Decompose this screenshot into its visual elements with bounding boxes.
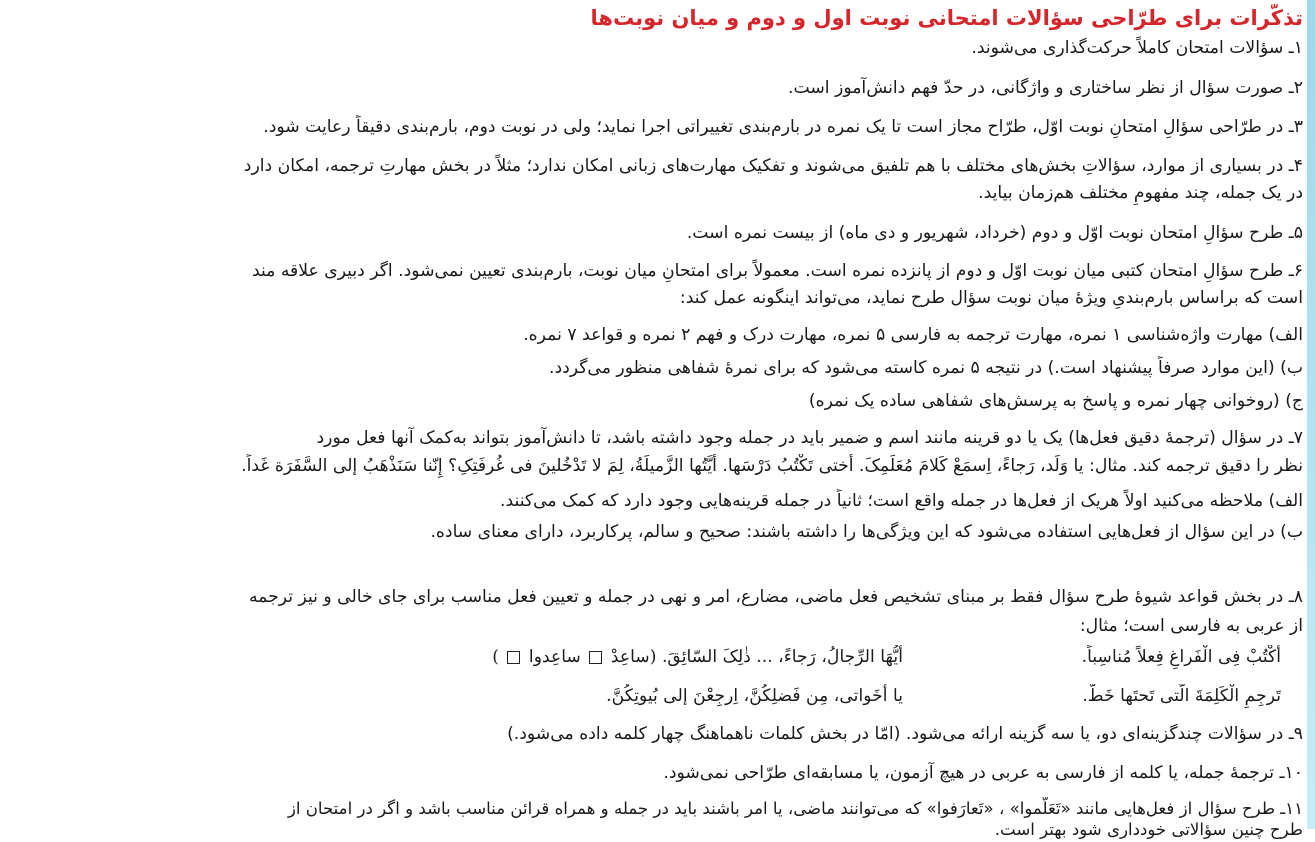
item-6-sub-b: ب) (این موارد صرفاً پیشنهاد است.) در نتیجه ۵ نمره کاسته می‌شود که برای نمرهٔ شفاهی منظور می‌گردد.	[549, 358, 1303, 378]
item-7-sub-b: ب) در این سؤال از فعل‌هایی استفاده می‌شود که این ویژگی‌ها را داشته باشند: صحیح و سالم، پرکاربرد، دارای معنای ساده.	[430, 522, 1303, 542]
example-1-sentence	[492, 645, 903, 669]
example-2-sentence: یا أَخَواتی، مِن فَضلِکُنَّ، اِرجِعْنَ إلی بُیوتِکُنَّ.	[606, 686, 903, 706]
example-1-option-2: ساعِدوا	[528, 647, 581, 667]
example-1-text: أَیُّهَا الرِّجالُ، رَجاءً، ... ذٰلِکَ السّائِقَ. (ساعِدْ	[610, 647, 903, 667]
checkbox-option-2[interactable]	[507, 651, 520, 664]
item-2-line-1: ۲ـ صورت سؤال از نظر ساختاری و واژگانی، در حدّ فهم دانش‌آموز است.	[788, 78, 1303, 98]
example-1-close: )	[492, 647, 499, 667]
decorative-edge-bar	[1307, 0, 1315, 829]
example-1-instruction: أُکْتُبْ فِی الْفَراغِ فِعلاً مُناسِباً.	[1081, 647, 1281, 667]
item-4-line-2: در یک جمله، چند مفهومِ مختلف هم‌زمان بیاید.	[978, 183, 1303, 203]
item-8-line-2: از عربی به فارسی است؛ مثال:	[1079, 616, 1303, 636]
item-6-sub-c: ج) (روخوانی چهار نمره و پاسخ به پرسش‌های شفاهی ساده یک نمره)	[808, 391, 1303, 411]
item-9-line-1: ۹ـ در سؤالات چندگزینه‌ای دو، یا سه گزینه ارائه می‌شود. (امّا در بخش کلمات ناهماهنگ چهار کلمه داده می‌شود.)	[507, 724, 1303, 744]
item-10-line-1: ۱۰ـ ترجمهٔ جمله، یا کلمه از فارسی به عربی در هیچ آزمون، یا مسابقه‌ای طرّاحی نمی‌شود.	[663, 763, 1303, 783]
item-7-line-1: ۷ـ در سؤال (ترجمهٔ دقیق فعل‌ها) یک یا دو قرینه مانند اسم و ضمیر باید در جمله وجود داشته باشد، تا دانش‌آموز بتواند به‌کمک آنها فعل مورد	[316, 428, 1303, 448]
page-title: تذکّرات برای طرّاحی سؤالات امتحانی نوبت اول و دوم و میان نوبت‌ها	[590, 6, 1303, 30]
example-2-instruction: تَرجِمِ الْکَلِمَةَ الَّتی تَحتَها خَطٌّ.	[1082, 686, 1281, 706]
checkbox-option-1[interactable]	[589, 651, 602, 664]
item-7-line-2: نظر را دقیق ترجمه کند. مثال: یا وَلَد، رَجاءً، اِسمَعْ کَلامَ مُعَلِّمِکَ. أُختی تَکْتُبُ دَرْسَها. أَیَّتُها الزَّمیلَةُ، لِمَ لا تَدْخُلینَ فی غُرفَتِکِ؟ إِنّنا سَنَذْهَبُ إلی السَّفَرَة غَداً.	[241, 456, 1303, 476]
item-6-sub-a: الف) مهارت واژه‌شناسی ۱ نمره، مهارت ترجمه به فارسی ۵ نمره، مهارت درک و فهم ۲ نمره و قواعد ۷ نمره.	[523, 325, 1303, 345]
item-6-line-2: است که براساس بارم‌بندیِ ویژهٔ میان نوبت سؤال طرح نماید، می‌تواند اینگونه عمل کند:	[679, 288, 1303, 308]
item-6-line-1: ۶ـ طرح سؤالِ امتحان کتبی میان نوبت اوّل و دوم از پانزده نمره است. معمولاً برای امتحانِ میان نوبت، بارم‌بندی تعیین نمی‌شود. اگر دبیری علاقه مند	[251, 261, 1303, 281]
item-1-line-1: ۱ـ سؤالات امتحان کاملاً حرکت‌گذاری می‌شوند.	[971, 38, 1303, 58]
item-11-line-2: طرح چنین سؤالاتی خودداری شود بهتر است.	[994, 820, 1303, 839]
item-3-line-1: ۳ـ در طرّاحی سؤالِ امتحانِ نوبت اوّل، طرّاح مجاز است تا یک نمره در بارم‌بندی تغییراتی اجرا نماید؛ ولی در نوبت دوم، بارم‌بندی دقیقاً رعایت شود.	[263, 117, 1303, 137]
item-4-line-1: ۴ـ در بسیاری از موارد، سؤالاتِ بخش‌های مختلف با هم تلفیق می‌شوند و تفکیک مهارت‌های زبانی امکان ندارد؛ مثلاً در بخش مهارتِ ترجمه، امکان دارد	[243, 156, 1303, 176]
item-5-line-1: ۵ـ طرح سؤالِ امتحان نوبت اوّل و دوم (خرداد، شهریور و دی ماه) از بیست نمره است.	[686, 223, 1303, 243]
document-page	[8, 0, 1303, 839]
item-7-sub-a: الف) ملاحظه می‌کنید اولاً هریک از فعل‌ها در جمله واقع است؛ ثانیاً در جمله قرینه‌هایی وجود دارد که کمک می‌کنند.	[500, 491, 1303, 511]
item-8-line-1: ۸ـ در بخش قواعد شیوهٔ طرح سؤال فقط بر مبنای تشخیص فعل ماضی، مضارع، امر و نهی در جمله و تعیین فعل مناسب برای جای خالی و نیز ترجمه	[248, 587, 1303, 607]
item-11-line-1: ۱۱ـ طرح سؤال از فعل‌هایی مانند «تَعَلَّموا» ، «تَعارَفوا» که می‌توانند ماضی، یا امر باشند باید در جمله و همراه قرائن مناسب باشد و اگر در امتحان از	[287, 799, 1303, 818]
